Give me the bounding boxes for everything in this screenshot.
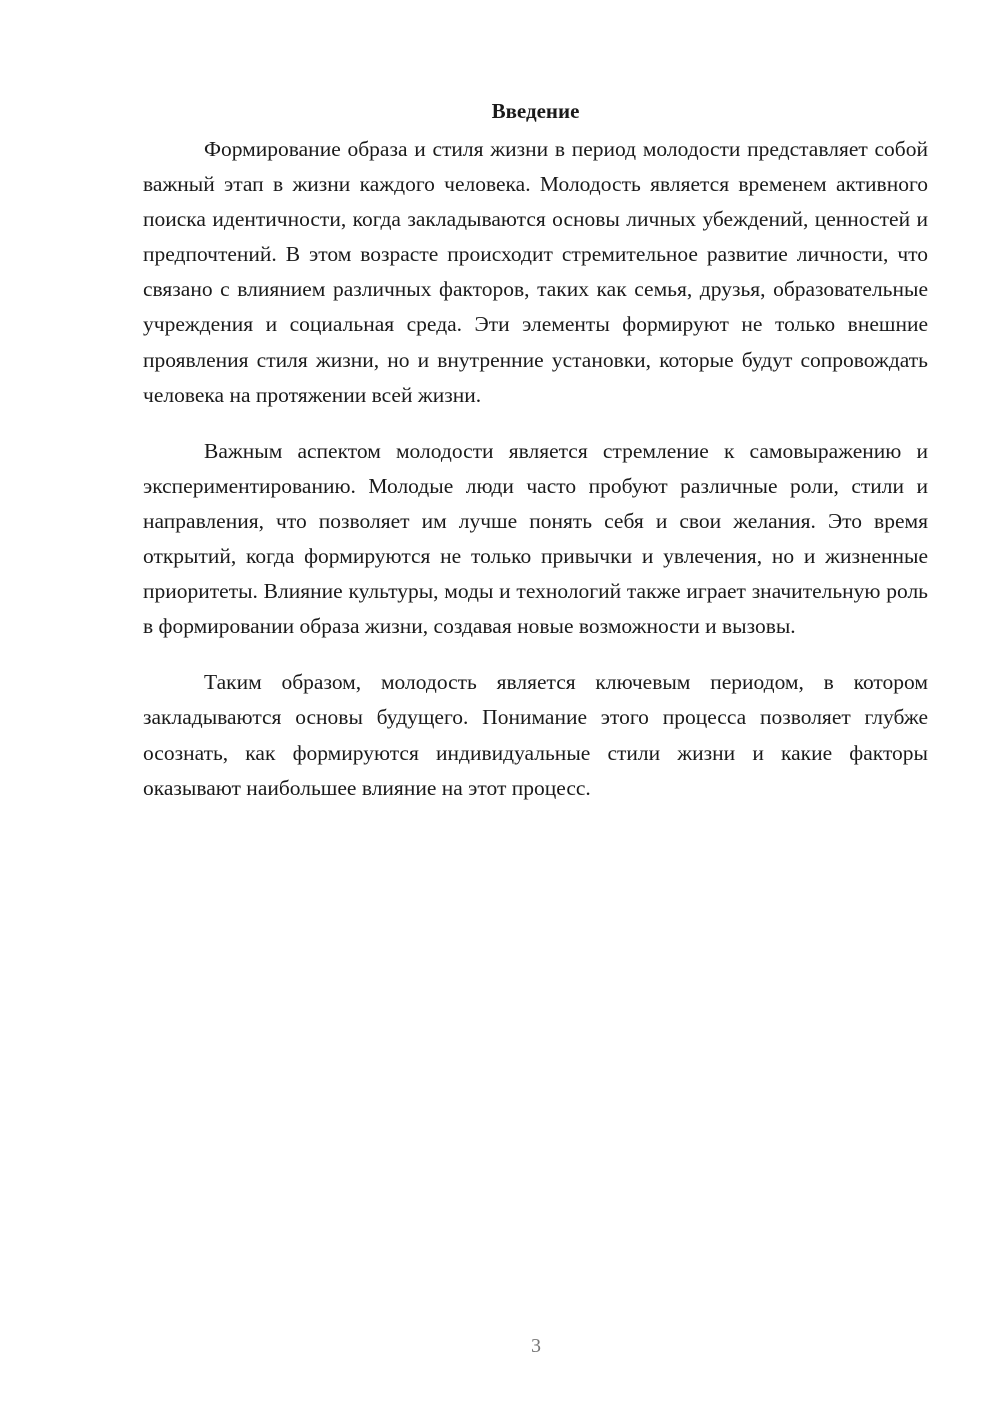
page-number: 3 <box>531 1335 541 1357</box>
section-title: Введение <box>491 99 580 123</box>
paragraph: Таким образом, молодость является ключевым периодом, в котором закладываются основы будущего. Понимание этого процесса позволяет глубже осознать, как формируются индивидуальные стили жизни и какие факторы оказывают наибольшее влияние на этот процесс. <box>143 670 928 800</box>
page-content <box>143 96 928 806</box>
paragraph: Формирование образа и стиля жизни в период молодости представляет собой важный этап в жизни каждого человека. Молодость является временем активного поиска идентичности, когда закладываются основы личных убеждений, ценностей и предпочтений. В этом возрасте происходит стремительное развитие личности, что связано с влиянием различных факторов, таких как семья, друзья, образовательные учреждения и социальная среда. Эти элементы формируют не только внешние проявления стиля жизни, но и внутренние установки, которые будут сопровождать человека на протяжении всей жизни. <box>143 137 928 407</box>
paragraph: Важным аспектом молодости является стремление к самовыражению и экспериментированию. Молодые люди часто пробуют различные роли, стили и направления, что позволяет им лучше понять себя и свои желания. Это время открытий, когда формируются не только привычки и увлечения, но и жизненные приоритеты. Влияние культуры, моды и технологий также играет значительную роль в формировании образа жизни, создавая новые возможности и вызовы. <box>143 438 928 639</box>
